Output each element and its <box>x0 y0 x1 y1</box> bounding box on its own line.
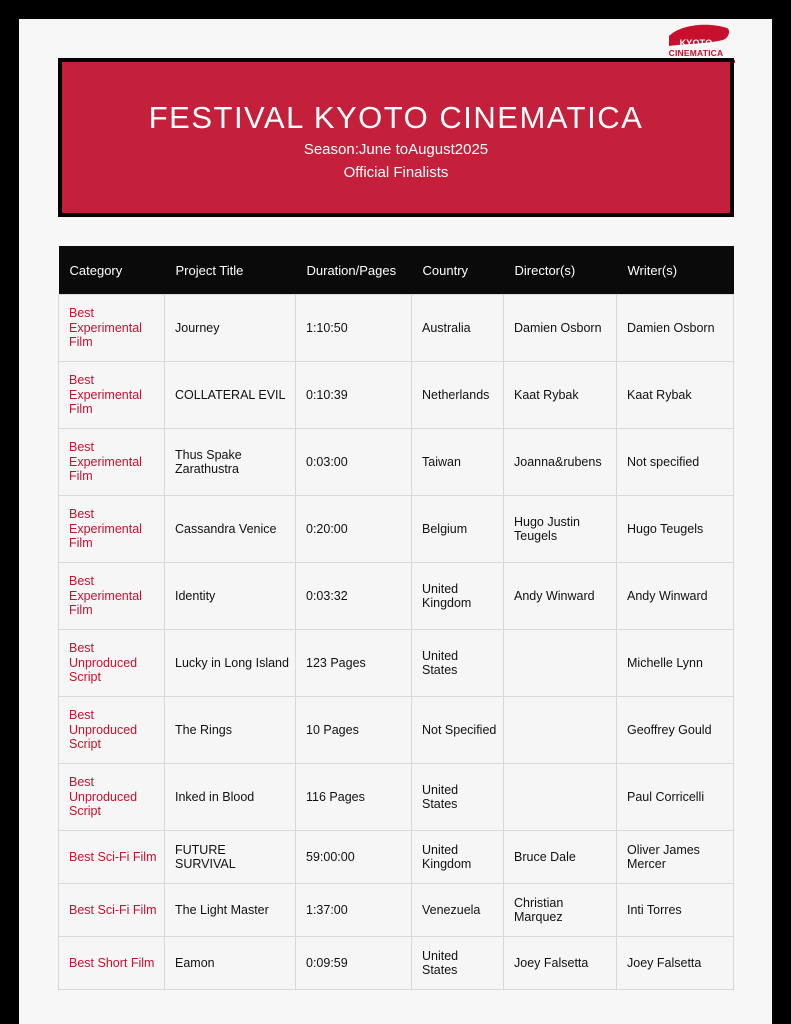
cell-country: Belgium <box>412 496 504 563</box>
cell-project-title: COLLATERAL EVIL <box>165 362 296 429</box>
cell-category: Best Sci-Fi Film <box>59 884 165 937</box>
cell-country: United States <box>412 764 504 831</box>
logo-line-1: KYOTO <box>679 38 713 48</box>
cell-category: Best Unproduced Script <box>59 697 165 764</box>
cell-writers: Kaat Rybak <box>617 362 734 429</box>
cell-category: Best Experimental Film <box>59 362 165 429</box>
cell-duration: 59:00:00 <box>296 831 412 884</box>
cell-project-title: Lucky in Long Island <box>165 630 296 697</box>
cell-directors: Joanna&rubens <box>504 429 617 496</box>
cell-writers: Andy Winward <box>617 563 734 630</box>
table-row <box>59 563 734 630</box>
cell-pages: 123 Pages <box>296 630 412 697</box>
cell-directors: Damien Osborn <box>504 295 617 362</box>
cell-writers: Paul Corricelli <box>617 764 734 831</box>
cell-category: Best Experimental Film <box>59 563 165 630</box>
cell-duration: 0:03:32 <box>296 563 412 630</box>
cell-duration: 0:20:00 <box>296 496 412 563</box>
column-header-writers: Writer(s) <box>617 246 734 295</box>
cell-project-title: FUTURE SURVIVAL <box>165 831 296 884</box>
cell-duration: 1:37:00 <box>296 884 412 937</box>
cell-writers: Hugo Teugels <box>617 496 734 563</box>
page-subtitle: Official Finalists <box>343 164 449 181</box>
table-row <box>59 496 734 563</box>
column-header-country: Country <box>412 246 504 295</box>
cell-project-title: Thus Spake Zarathustra <box>165 429 296 496</box>
table-row <box>59 697 734 764</box>
table-row <box>59 429 734 496</box>
cell-directors: Andy Winward <box>504 563 617 630</box>
cell-writers: Inti Torres <box>617 884 734 937</box>
column-header-directors: Director(s) <box>504 246 617 295</box>
cell-category: Best Short Film <box>59 937 165 990</box>
cell-project-title: Inked in Blood <box>165 764 296 831</box>
cell-project-title: The Rings <box>165 697 296 764</box>
column-header-duration-pages: Duration/Pages <box>296 246 412 295</box>
cell-directors <box>504 630 617 697</box>
table-row <box>59 764 734 831</box>
cell-directors <box>504 697 617 764</box>
table-row <box>59 937 734 990</box>
cell-country: Not Specified <box>412 697 504 764</box>
table-row <box>59 362 734 429</box>
cell-directors: Joey Falsetta <box>504 937 617 990</box>
column-header-project-title: Project Title <box>165 246 296 295</box>
cell-country: United Kingdom <box>412 563 504 630</box>
cell-category: Best Unproduced Script <box>59 764 165 831</box>
logo-line-2: CINEMATICA <box>668 48 724 58</box>
cell-directors <box>504 764 617 831</box>
cell-directors: Bruce Dale <box>504 831 617 884</box>
cell-country: United States <box>412 937 504 990</box>
cell-directors: Hugo Justin Teugels <box>504 496 617 563</box>
cell-country: United States <box>412 630 504 697</box>
cell-project-title: Identity <box>165 563 296 630</box>
cell-duration: 0:03:00 <box>296 429 412 496</box>
cell-writers: Damien Osborn <box>617 295 734 362</box>
table-row <box>59 630 734 697</box>
table-row <box>59 295 734 362</box>
header-banner <box>58 58 734 217</box>
cell-writers: Joey Falsetta <box>617 937 734 990</box>
cell-duration: 0:10:39 <box>296 362 412 429</box>
cell-pages: 116 Pages <box>296 764 412 831</box>
table-row <box>59 831 734 884</box>
cell-writers: Geoffrey Gould <box>617 697 734 764</box>
cell-category: Best Experimental Film <box>59 429 165 496</box>
cell-pages: 10 Pages <box>296 697 412 764</box>
finalists-table <box>58 246 734 990</box>
cell-duration: 0:09:59 <box>296 937 412 990</box>
cell-directors: Kaat Rybak <box>504 362 617 429</box>
header-banner-fill <box>62 62 730 213</box>
cell-writers: Oliver James Mercer <box>617 831 734 884</box>
cell-country: Venezuela <box>412 884 504 937</box>
cell-category: Best Experimental Film <box>59 295 165 362</box>
cell-project-title: The Light Master <box>165 884 296 937</box>
table-row <box>59 884 734 937</box>
cell-country: Netherlands <box>412 362 504 429</box>
cell-duration: 1:10:50 <box>296 295 412 362</box>
cell-country: Taiwan <box>412 429 504 496</box>
cell-category: Best Experimental Film <box>59 496 165 563</box>
cell-project-title: Journey <box>165 295 296 362</box>
page-title: FESTIVAL KYOTO CINEMATICA <box>148 100 644 135</box>
cell-directors: Christian Marquez <box>504 884 617 937</box>
table-header-row <box>59 246 734 295</box>
cell-category: Best Unproduced Script <box>59 630 165 697</box>
season-dates: Season:June toAugust2025 <box>303 141 489 158</box>
cell-project-title: Cassandra Venice <box>165 496 296 563</box>
cell-writers: Not specified <box>617 429 734 496</box>
column-header-category: Category <box>59 246 165 295</box>
cell-country: Australia <box>412 295 504 362</box>
cell-writers: Michelle Lynn <box>617 630 734 697</box>
cell-category: Best Sci-Fi Film <box>59 831 165 884</box>
cell-project-title: Eamon <box>165 937 296 990</box>
cell-country: United Kingdom <box>412 831 504 884</box>
